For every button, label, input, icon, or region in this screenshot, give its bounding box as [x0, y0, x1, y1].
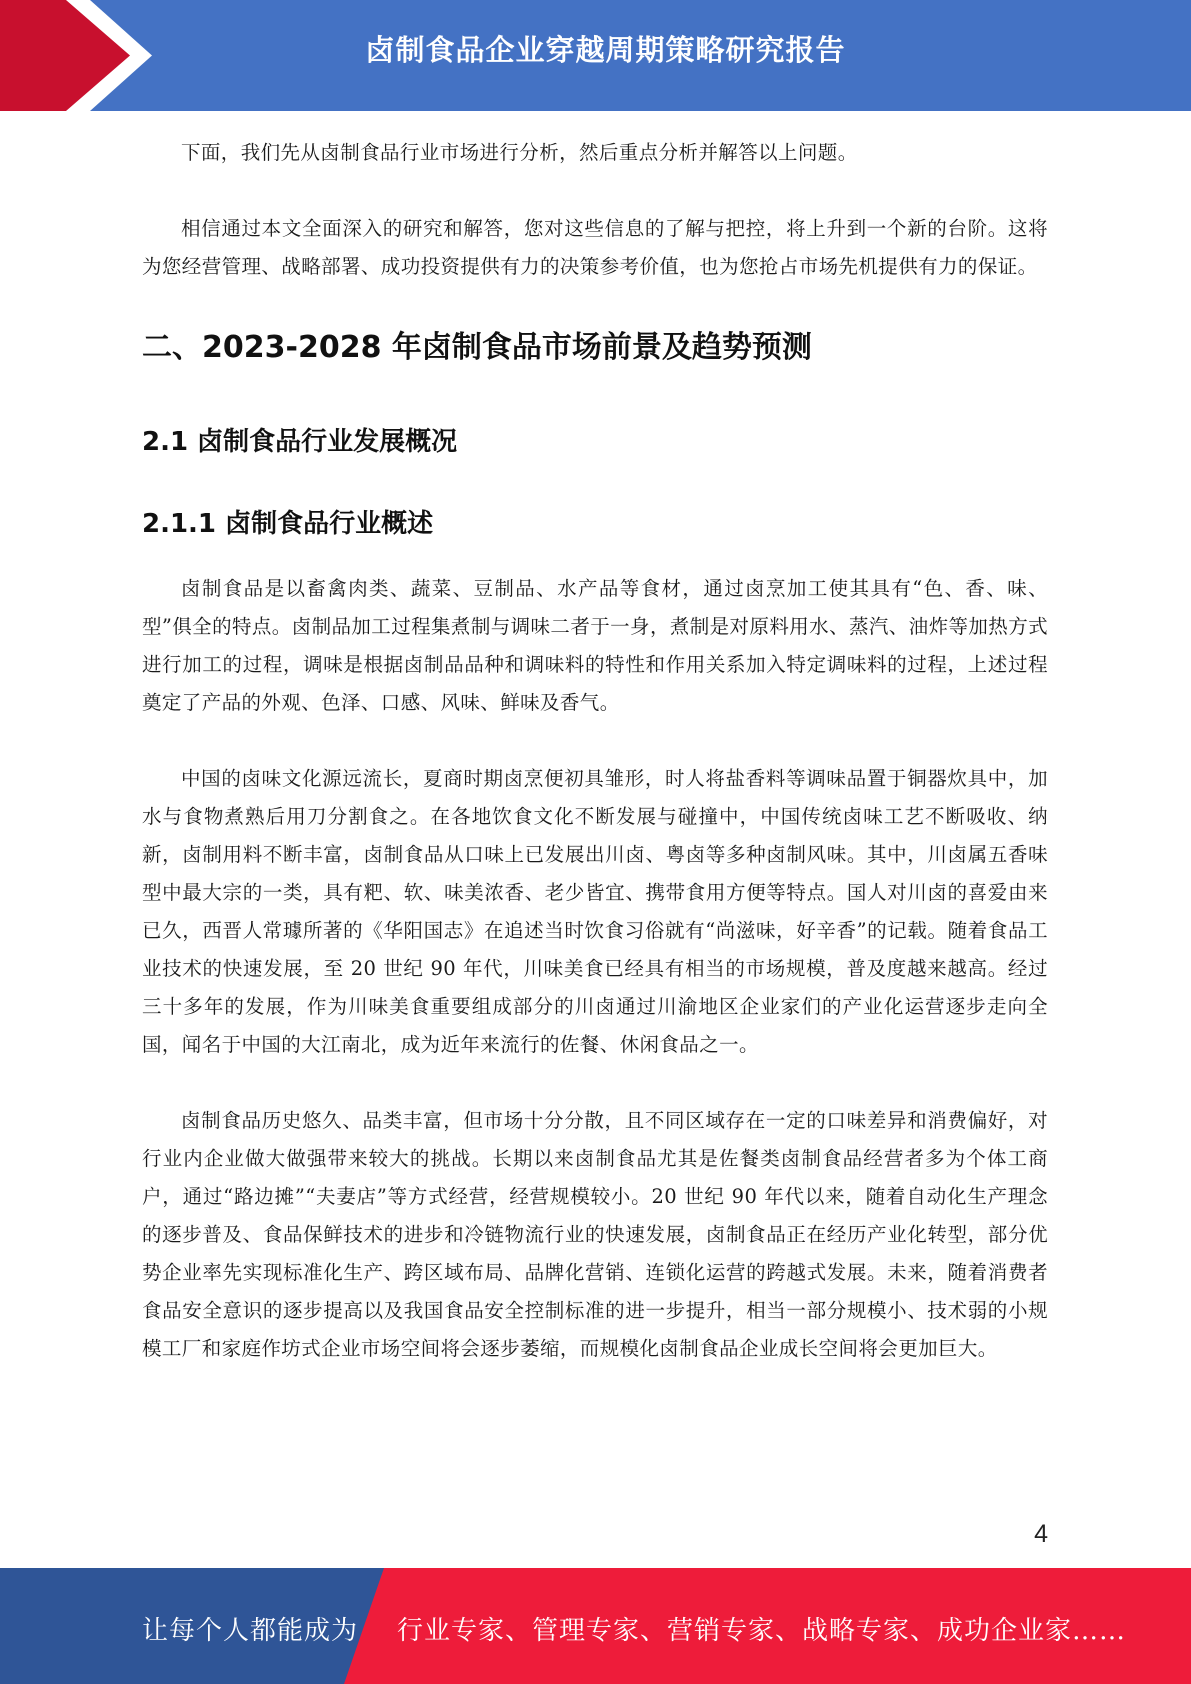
- body-paragraph-2: 中国的卤味文化源远流长，夏商时期卤烹便初具雏形，时人将盐香料等调味品置于铜器炊具中，加水与食物煮熟后用刀分割食之。在各地饮食文化不断发展与碰撞中，中国传统卤味工艺不断吸收、纳新，卤制用料不断丰富，卤制食品从口味上已发展出川卤、粤卤等多种卤制风味。其中，川卤属五香味型中最大宗的一类，具有粑、软、味美浓香、老少皆宜、携带食用方便等特点。国人对川卤的喜爱由来已久，西晋人常璩所著的《华阳国志》在追述当时饮食习俗就有“尚滋味，好辛香”的记载。随着食品工业技术的快速发展，至 20 世纪 90 年代，川味美食已经具有相当的市场规模，普及度越来越高。经过三十多年的发展，作为川味美食重要组成部分的川卤通过川渝地区企业家们的产业化运营逐步走向全国，闻名于中国的大江南北，成为近年来流行的佐餐、休闲食品之一。: [142, 767, 1048, 1056]
- subsubsection-title: 2.1.1 卤制食品行业概述: [142, 509, 434, 539]
- main-content: [142, 134, 1048, 1368]
- header-title: 卤制食品企业穿越周期策略研究报告: [365, 33, 846, 67]
- footer-slogan-right: 行业专家、管理专家、营销专家、战略专家、成功企业家……: [397, 1616, 1127, 1646]
- footer-slogan-left: 让每个人都能成为: [142, 1616, 359, 1646]
- subsection-title: 2.1 卤制食品行业发展概况: [142, 427, 458, 457]
- intro-paragraph-1: 下面，我们先从卤制食品行业市场进行分析，然后重点分析并解答以上问题。: [181, 141, 858, 164]
- body-paragraph-3: 卤制食品历史悠久、品类丰富，但市场十分分散，且不同区域存在一定的口味差异和消费偏好，对行业内企业做大做强带来较大的挑战。长期以来卤制食品尤其是佐餐类卤制食品经营者多为个体工商户，通过“路边摊”“夫妻店”等方式经营，经营规模较小。20 世纪 90 年代以来，随着自动化生产理念的逐步普及、食品保鲜技术的进步和冷链物流行业的快速发展，卤制食品正在经历产业化转型，部分优势企业率先实现标准化生产、跨区域布局、品牌化营销、连锁化运营的跨越式发展。未来，随着消费者食品安全意识的逐步提高以及我国食品安全控制标准的进一步提升，相当一部分规模小、技术弱的小规模工厂和家庭作坊式企业市场空间将会逐步萎缩，而规模化卤制食品企业成长空间将会更加巨大。: [142, 1109, 1048, 1360]
- page-footer: [0, 1568, 1191, 1684]
- page-number: 4: [1034, 1520, 1048, 1548]
- page-header: [0, 0, 1191, 111]
- intro-paragraph-2: 相信通过本文全面深入的研究和解答，您对这些信息的了解与把控，将上升到一个新的台阶。这将为您经营管理、战略部署、成功投资提供有力的决策参考价值，也为您抢占市场先机提供有力的保证。: [142, 217, 1048, 278]
- section-title: 二、2023-2028 年卤制食品市场前景及趋势预测: [142, 330, 812, 365]
- body-paragraph-1: 卤制食品是以畜禽肉类、蔬菜、豆制品、水产品等食材，通过卤烹加工使其具有“色、香、味、型”俱全的特点。卤制品加工过程集煮制与调味二者于一身，煮制是对原料用水、蒸汽、油炸等加热方式进行加工的过程，调味是根据卤制品品种和调味料的特性和作用关系加入特定调味料的过程，上述过程奠定了产品的外观、色泽、口感、风味、鲜味及香气。: [142, 577, 1048, 714]
